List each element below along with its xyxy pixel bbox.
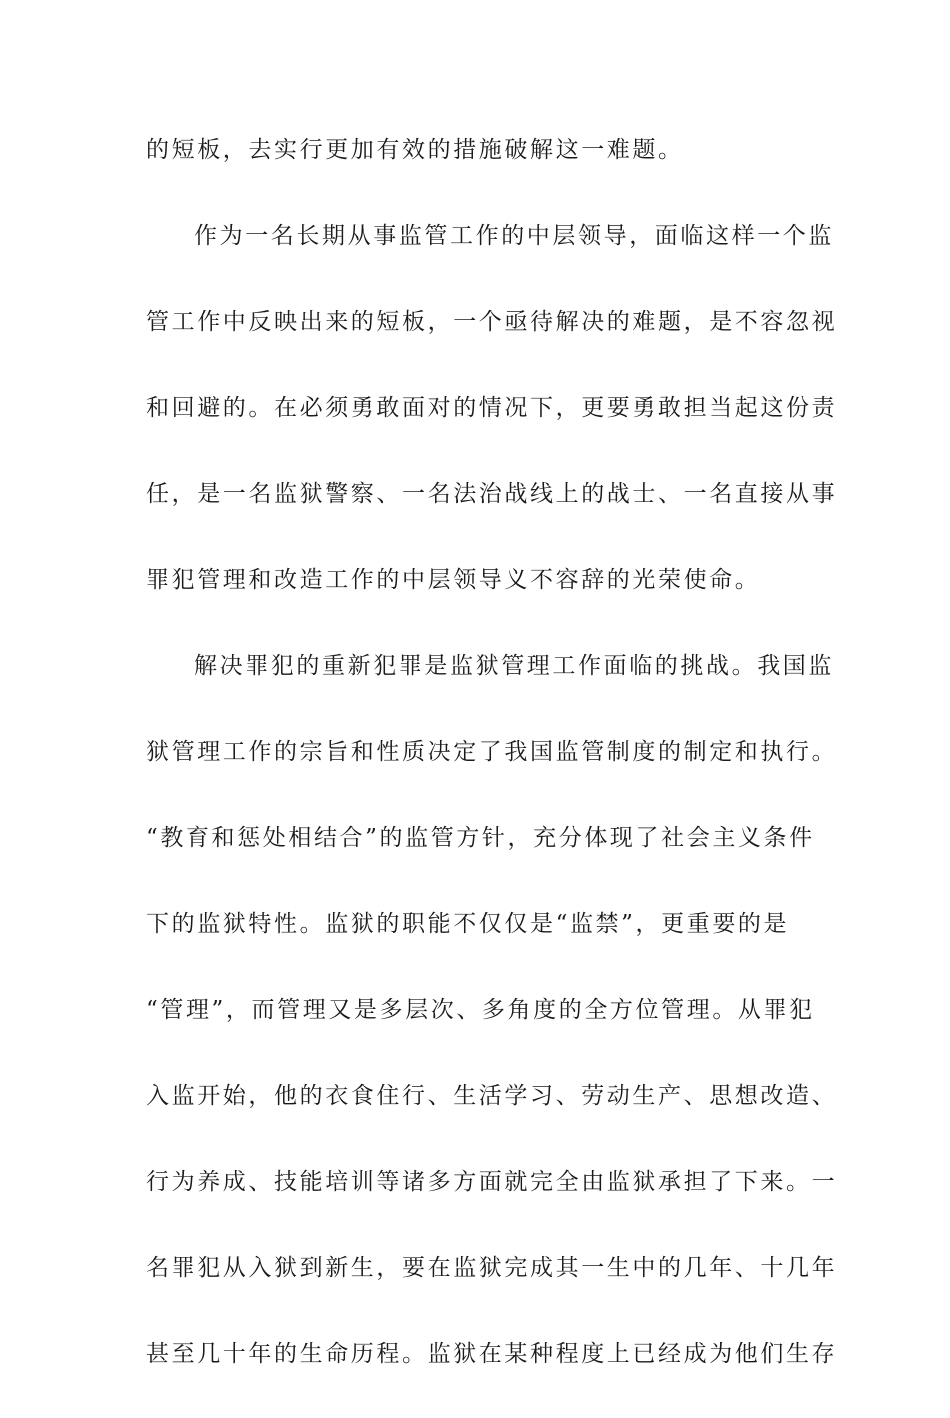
text-line: 下的监狱特性。监狱的职能不仅仅是“监禁”，更重要的是 [146,911,790,937]
text-line: “教育和惩处相结合”的监管方针，充分体现了社会主义条件 [146,825,815,851]
text-line: 和回避的。在必须勇敢面对的情况下，更要勇敢担当起这份责 [146,395,838,421]
text-line: 解决罪犯的重新犯罪是监狱管理工作面临的挑战。我国监 [194,653,834,679]
text-line: 狱管理工作的宗旨和性质决定了我国监管制度的制定和执行。 [146,739,838,765]
text-line: 行为养成、技能培训等诸多方面就完全由监狱承担了下来。一 [146,1169,838,1195]
text-line: 管工作中反映出来的短板，一个亟待解决的难题，是不容忽视 [146,309,838,335]
text-line: 入监开始，他的衣食住行、生活学习、劳动生产、思想改造、 [146,1083,838,1109]
text-line: 的短板，去实行更加有效的措施破解这一难题。 [146,137,684,163]
text-line: 任，是一名监狱警察、一名法治战线上的战士、一名直接从事 [146,481,838,507]
text-line: 作为一名长期从事监管工作的中层领导，面临这样一个监 [194,223,834,249]
text-line: 甚至几十年的生命历程。监狱在某种程度上已经成为他们生存 [146,1341,838,1367]
text-line: “管理”，而管理又是多层次、多角度的全方位管理。从罪犯 [146,997,815,1023]
text-line: 名罪犯从入狱到新生，要在监狱完成其一生中的几年、十几年 [146,1255,838,1281]
document-body [146,128,838,1418]
text-line: 罪犯管理和改造工作的中层领导义不容辞的光荣使命。 [146,567,761,593]
